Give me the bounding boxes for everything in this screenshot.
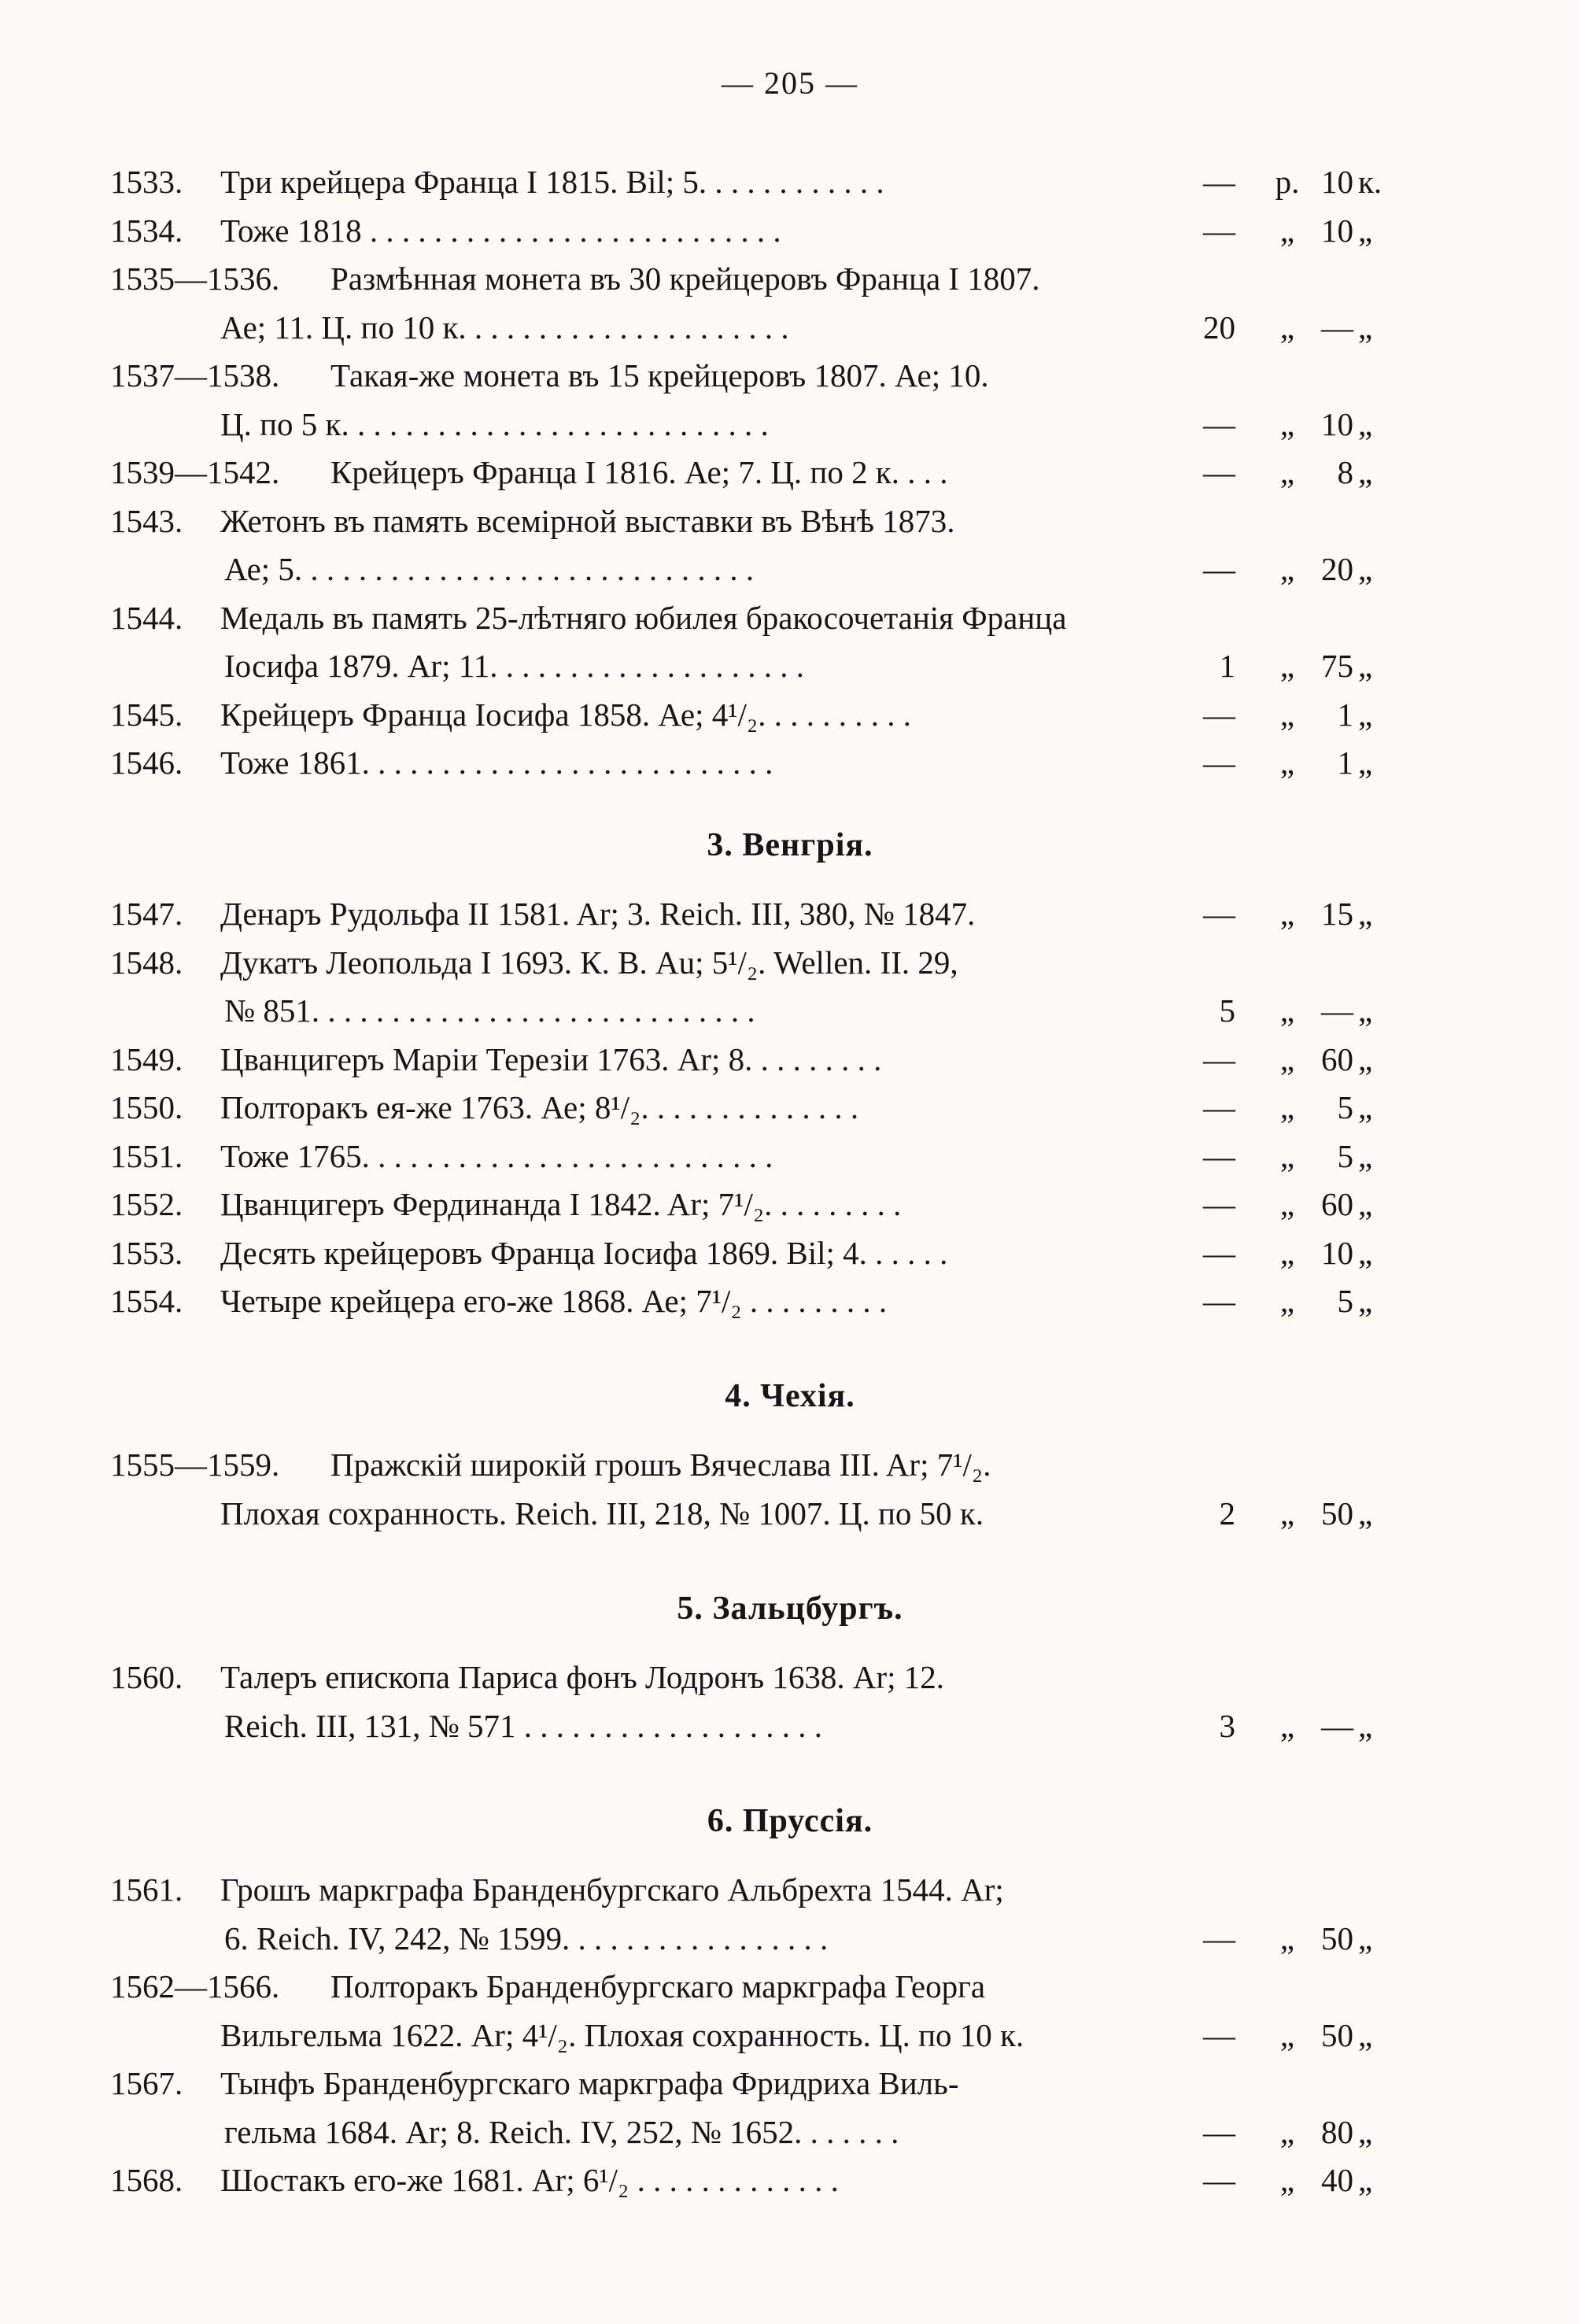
entry-price bbox=[1196, 2011, 1385, 2060]
price-rubles: — bbox=[1203, 1137, 1235, 1174]
entry-price bbox=[1196, 1229, 1385, 1277]
entry-number: 1537—1538. bbox=[110, 357, 280, 393]
price-kopecks: 5 bbox=[1337, 1089, 1353, 1125]
section-title: 4. Чехiя. bbox=[725, 1378, 855, 1414]
entry-price bbox=[1196, 2156, 1385, 2204]
entry-description: Тынфъ Бранденбургскаго маркграфа Фридриха Виль- bbox=[220, 2065, 959, 2101]
catalog-entry bbox=[0, 938, 1580, 987]
entry-description: Три крейцера Франца I 1815. Bil; 5. . . . . . . . . . . . bbox=[220, 164, 884, 200]
entry-number: 1550. bbox=[110, 1089, 183, 1125]
price-kopeck-sign: „ bbox=[1358, 454, 1373, 490]
price-kopeck-sign: „ bbox=[1358, 309, 1373, 345]
price-rubles: — bbox=[1203, 2016, 1235, 2053]
entry-number: 1554. bbox=[110, 1283, 183, 1319]
entry-number: 1545. bbox=[110, 696, 183, 733]
section-title: 5. Зальцбургъ. bbox=[677, 1591, 903, 1627]
price-ruble-sign: „ bbox=[1279, 212, 1295, 249]
entry-price bbox=[1196, 1701, 1385, 1750]
entry-number: 1551. bbox=[110, 1137, 183, 1174]
catalog-entry bbox=[0, 1440, 1580, 1489]
entry-description: гельма 1684. Ar; 8. Reich. IV, 252, № 1652. . . . . . . bbox=[224, 2113, 899, 2150]
catalog-entry bbox=[0, 497, 1580, 545]
entry-price bbox=[1196, 303, 1385, 352]
price-kopecks: — bbox=[1321, 1707, 1353, 1744]
entry-number: 1562—1566. bbox=[110, 1968, 280, 2004]
entry-price bbox=[1196, 690, 1385, 739]
price-rubles: 5 bbox=[1219, 992, 1235, 1029]
entry-description: Полторакъ ея-же 1763. Ае; 8¹/₂. . . . . . . . . . . . . . bbox=[220, 1089, 859, 1125]
catalog-entry bbox=[0, 593, 1580, 642]
price-kopeck-sign: „ bbox=[1358, 2113, 1373, 2150]
entry-number: 1535—1536. bbox=[110, 260, 280, 297]
price-kopecks: 60 bbox=[1321, 1186, 1353, 1222]
entry-price bbox=[1196, 400, 1385, 449]
section-title: 3. Венгрiя. bbox=[707, 827, 873, 863]
price-ruble-sign: „ bbox=[1279, 1707, 1295, 1744]
price-rubles: — bbox=[1203, 164, 1235, 200]
catalog-entry bbox=[0, 1277, 1580, 1325]
entry-description: Reich. III, 131, № 571 . . . . . . . . . . . . . . . . . . . bbox=[224, 1707, 822, 1744]
catalog-entry bbox=[0, 889, 1580, 938]
catalog-entry bbox=[0, 351, 1580, 400]
entry-number: 1549. bbox=[110, 1040, 183, 1077]
entry-number: 1547. bbox=[110, 896, 183, 932]
entry-description: Крейцеръ Франца I 1816. Ае; 7. Ц. по 2 к. . . . bbox=[330, 454, 948, 490]
price-rubles: — bbox=[1203, 696, 1235, 733]
entry-number: 1568. bbox=[110, 2162, 183, 2198]
price-kopeck-sign: „ bbox=[1358, 405, 1373, 442]
price-kopecks: 1 bbox=[1337, 696, 1353, 733]
entry-description: Четыре крейцера его-же 1868. Ае; 7¹/₂ . . . . . . . . . bbox=[220, 1283, 888, 1319]
price-rubles: — bbox=[1203, 896, 1235, 932]
price-ruble-sign: „ bbox=[1279, 744, 1295, 781]
catalog-entry bbox=[0, 1962, 1580, 2011]
price-kopecks: 10 bbox=[1321, 405, 1353, 442]
entry-description: Iосифа 1879. Ar; 11. . . . . . . . . . . . . . . . . . . . bbox=[224, 648, 804, 684]
entry-description: Денаръ Рудольфа II 1581. Ar; 3. Reich. III, 380, № 1847. bbox=[220, 896, 976, 932]
price-kopeck-sign: „ bbox=[1358, 648, 1373, 684]
price-ruble-sign: „ bbox=[1279, 992, 1295, 1029]
catalog-entry bbox=[0, 2156, 1580, 2204]
price-kopecks: — bbox=[1321, 309, 1353, 345]
price-kopecks: 50 bbox=[1321, 1495, 1353, 1531]
price-kopeck-sign: „ bbox=[1358, 896, 1373, 932]
price-rubles: 20 bbox=[1203, 309, 1235, 345]
price-rubles: — bbox=[1203, 2113, 1235, 2150]
price-kopecks: 60 bbox=[1321, 1040, 1353, 1077]
price-kopecks: 75 bbox=[1321, 648, 1353, 684]
entry-description: Крейцеръ Франца Iосифа 1858. Ае; 4¹/₂. . . . . . . . . . bbox=[220, 696, 911, 733]
entry-number: 1552. bbox=[110, 1186, 183, 1222]
catalog-entry bbox=[0, 254, 1580, 303]
catalog-entry bbox=[0, 1180, 1580, 1229]
price-kopeck-sign: „ bbox=[1358, 744, 1373, 781]
entry-description: Жетонъ въ память всемiрной выставки въ Вѣнѣ 1873. bbox=[220, 502, 955, 539]
price-ruble-sign: „ bbox=[1279, 1234, 1295, 1271]
entry-number: 1533. bbox=[110, 164, 183, 200]
price-ruble-sign: „ bbox=[1279, 1495, 1295, 1531]
price-rubles: — bbox=[1203, 1040, 1235, 1077]
entry-price bbox=[1196, 986, 1385, 1035]
price-kopecks: 10 bbox=[1321, 212, 1353, 249]
catalog-entry-continuation bbox=[0, 986, 1580, 1035]
entry-price bbox=[1196, 545, 1385, 593]
entry-price bbox=[1196, 1489, 1385, 1538]
price-ruble-sign: „ bbox=[1279, 1919, 1295, 1956]
price-kopecks: 5 bbox=[1337, 1137, 1353, 1174]
entry-number: 1548. bbox=[110, 944, 183, 981]
price-rubles: — bbox=[1203, 454, 1235, 490]
price-kopeck-sign: „ bbox=[1358, 1137, 1373, 1174]
price-rubles: — bbox=[1203, 1919, 1235, 1956]
price-kopeck-sign: „ bbox=[1358, 1234, 1373, 1271]
entry-number: 1546. bbox=[110, 744, 183, 781]
price-ruble-sign: „ bbox=[1279, 309, 1295, 345]
price-rubles: — bbox=[1203, 1234, 1235, 1271]
entry-number: 1539—1542. bbox=[110, 454, 280, 490]
catalog-entry-continuation bbox=[0, 1701, 1580, 1750]
price-kopeck-sign: „ bbox=[1358, 1283, 1373, 1319]
price-ruble-sign: „ bbox=[1279, 1040, 1295, 1077]
price-kopeck-sign: „ bbox=[1358, 1186, 1373, 1222]
catalog-entry bbox=[0, 448, 1580, 497]
entry-number: 1567. bbox=[110, 2065, 183, 2101]
price-rubles: — bbox=[1203, 405, 1235, 442]
entry-description: Вильгельма 1622. Ar; 4¹/₂. Плохая сохранность. Ц. по 10 к. bbox=[220, 2016, 1024, 2053]
catalog-entry bbox=[0, 1083, 1580, 1132]
price-rubles: — bbox=[1203, 744, 1235, 781]
price-kopecks: 40 bbox=[1321, 2162, 1353, 2198]
entry-price bbox=[1196, 448, 1385, 497]
price-ruble-sign: „ bbox=[1279, 551, 1295, 587]
entry-price bbox=[1196, 738, 1385, 787]
entry-description: № 851. . . . . . . . . . . . . . . . . . . . . . . . . . . . bbox=[224, 992, 755, 1029]
price-kopeck-sign: „ bbox=[1358, 2162, 1373, 2198]
catalog-entry-continuation bbox=[0, 303, 1580, 352]
entry-description: Тоже 1861. . . . . . . . . . . . . . . . . . . . . . . . . . bbox=[220, 744, 773, 781]
entry-description: Грошъ маркграфа Бранденбургскаго Альбрехта 1544. Ar; bbox=[220, 1871, 1004, 1908]
price-kopeck-sign: к. bbox=[1358, 164, 1382, 200]
price-rubles: — bbox=[1203, 212, 1235, 249]
entry-number: 1555—1559. bbox=[110, 1446, 280, 1483]
entry-number: 1560. bbox=[110, 1659, 183, 1695]
price-kopecks: 1 bbox=[1337, 744, 1353, 781]
entry-description: Дукатъ Леопольда I 1693. К. В. Au; 5¹/₂. Wellen. II. 29, bbox=[220, 944, 958, 981]
price-ruble-sign: „ bbox=[1279, 1283, 1295, 1319]
catalog-entry-continuation bbox=[0, 1489, 1580, 1538]
entry-price bbox=[1196, 1132, 1385, 1180]
price-rubles: — bbox=[1203, 2162, 1235, 2198]
price-rubles: 3 bbox=[1219, 1707, 1235, 1744]
price-ruble-sign: „ bbox=[1279, 2162, 1295, 2198]
catalog-entry bbox=[0, 1865, 1580, 1914]
catalog-entry bbox=[0, 738, 1580, 787]
entry-description: Размѣнная монета въ 30 крейцеровъ Франца I 1807. bbox=[330, 260, 1040, 297]
price-kopecks: 20 bbox=[1321, 551, 1353, 587]
entry-description: Шостакъ его-же 1681. Ar; 6¹/₂ . . . . . . . . . . . . . bbox=[220, 2162, 839, 2198]
catalog-entry bbox=[0, 690, 1580, 739]
entry-number: 1543. bbox=[110, 502, 183, 539]
price-kopecks: 15 bbox=[1321, 896, 1353, 932]
price-kopecks: — bbox=[1321, 992, 1353, 1029]
price-rubles: — bbox=[1203, 551, 1235, 587]
entry-description: Ц. по 5 к. . . . . . . . . . . . . . . . . . . . . . . . . . . bbox=[220, 405, 769, 442]
catalog-entry-continuation bbox=[0, 1914, 1580, 1963]
entry-number: 1561. bbox=[110, 1871, 183, 1908]
price-rubles: — bbox=[1203, 1089, 1235, 1125]
entry-number: 1534. bbox=[110, 212, 183, 249]
catalog-entry-continuation bbox=[0, 545, 1580, 593]
catalog-entry-continuation bbox=[0, 2011, 1580, 2060]
entry-price bbox=[1196, 1277, 1385, 1325]
price-kopeck-sign: „ bbox=[1358, 1040, 1373, 1077]
entry-description: Ае; 11. Ц. по 10 к. . . . . . . . . . . . . . . . . . . . . bbox=[220, 309, 789, 345]
price-ruble-sign: р. bbox=[1275, 164, 1300, 200]
entry-description: Полторакъ Бранденбургскаго маркграфа Георга bbox=[330, 1968, 986, 2004]
price-kopeck-sign: „ bbox=[1358, 992, 1373, 1029]
price-rubles: — bbox=[1203, 1186, 1235, 1222]
entry-description: Пражскiй широкiй грошъ Вячеслава III. Ar; 7¹/₂. bbox=[330, 1446, 991, 1483]
catalog-entry-continuation bbox=[0, 400, 1580, 449]
entry-description: Десять крейцеровъ Франца Iосифа 1869. Bil; 4. . . . . . bbox=[220, 1234, 948, 1271]
catalog-entry-continuation bbox=[0, 641, 1580, 690]
entry-price bbox=[1196, 641, 1385, 690]
price-rubles: — bbox=[1203, 1283, 1235, 1319]
catalog-entry bbox=[0, 2059, 1580, 2108]
price-kopeck-sign: „ bbox=[1358, 2016, 1373, 2053]
price-kopecks: 10 bbox=[1321, 1234, 1353, 1271]
price-kopeck-sign: „ bbox=[1358, 551, 1373, 587]
catalog-entry-continuation bbox=[0, 2108, 1580, 2156]
entry-description: Талеръ епископа Париса фонъ Лодронъ 1638. Ar; 12. bbox=[220, 1659, 945, 1695]
price-ruble-sign: „ bbox=[1279, 648, 1295, 684]
price-ruble-sign: „ bbox=[1279, 2113, 1295, 2150]
entry-price bbox=[1196, 2108, 1385, 2156]
price-ruble-sign: „ bbox=[1279, 1089, 1295, 1125]
price-ruble-sign: „ bbox=[1279, 1137, 1295, 1174]
catalog-entry bbox=[0, 206, 1580, 255]
catalog-entry bbox=[0, 1229, 1580, 1277]
price-ruble-sign: „ bbox=[1279, 2016, 1295, 2053]
price-kopeck-sign: „ bbox=[1358, 1089, 1373, 1125]
price-kopecks: 8 bbox=[1337, 454, 1353, 490]
price-ruble-sign: „ bbox=[1279, 1186, 1295, 1222]
catalog-entry bbox=[0, 1035, 1580, 1084]
entry-price bbox=[1196, 889, 1385, 938]
price-kopeck-sign: „ bbox=[1358, 212, 1373, 249]
entry-price bbox=[1196, 157, 1385, 206]
catalog-entry bbox=[0, 157, 1580, 206]
entry-number: 1553. bbox=[110, 1234, 183, 1271]
price-ruble-sign: „ bbox=[1279, 696, 1295, 733]
catalog-entry bbox=[0, 1132, 1580, 1180]
entry-price bbox=[1196, 1180, 1385, 1229]
entry-price bbox=[1196, 1035, 1385, 1084]
price-kopecks: 50 bbox=[1321, 1919, 1353, 1956]
entry-description: 6. Reich. IV, 242, № 1599. . . . . . . . . . . . . . . . . bbox=[224, 1919, 829, 1956]
price-kopeck-sign: „ bbox=[1358, 1707, 1373, 1744]
price-kopeck-sign: „ bbox=[1358, 1495, 1373, 1531]
price-rubles: 2 bbox=[1219, 1495, 1235, 1531]
page-number: — 205 — bbox=[722, 65, 858, 101]
entry-price bbox=[1196, 206, 1385, 255]
catalog-entry bbox=[0, 1653, 1580, 1701]
price-kopecks: 5 bbox=[1337, 1283, 1353, 1319]
entry-description: Тоже 1765. . . . . . . . . . . . . . . . . . . . . . . . . . bbox=[220, 1137, 773, 1174]
price-ruble-sign: „ bbox=[1279, 405, 1295, 442]
price-kopecks: 10 bbox=[1321, 164, 1353, 200]
price-ruble-sign: „ bbox=[1279, 896, 1295, 932]
entry-description: Плохая сохранность. Reich. III, 218, № 1007. Ц. по 50 к. bbox=[220, 1495, 984, 1531]
entry-number: 1544. bbox=[110, 599, 183, 636]
entry-description: Цванцигеръ Марiи Терезiи 1763. Ar; 8. . . . . . . . . bbox=[220, 1040, 882, 1077]
entry-price bbox=[1196, 1914, 1385, 1963]
price-kopeck-sign: „ bbox=[1358, 1919, 1373, 1956]
entry-description: Тоже 1818 . . . . . . . . . . . . . . . . . . . . . . . . . . bbox=[220, 212, 781, 249]
entry-description: Медаль въ память 25-лѣтняго юбилея бракосочетанiя Франца bbox=[220, 599, 1067, 636]
entry-description: Такая-же монета въ 15 крейцеровъ 1807. Ае; 10. bbox=[330, 357, 989, 393]
price-kopecks: 50 bbox=[1321, 2016, 1353, 2053]
price-ruble-sign: „ bbox=[1279, 454, 1295, 490]
section-title: 6. Пруссiя. bbox=[707, 1803, 873, 1839]
entry-description: Ае; 5. . . . . . . . . . . . . . . . . . . . . . . . . . . . . bbox=[224, 551, 755, 587]
price-rubles: 1 bbox=[1219, 648, 1235, 684]
price-kopeck-sign: „ bbox=[1358, 696, 1373, 733]
price-kopecks: 80 bbox=[1321, 2113, 1353, 2150]
entry-price bbox=[1196, 1083, 1385, 1132]
entry-description: Цванцигеръ Фердинанда I 1842. Ar; 7¹/₂. . . . . . . . . bbox=[220, 1186, 902, 1222]
